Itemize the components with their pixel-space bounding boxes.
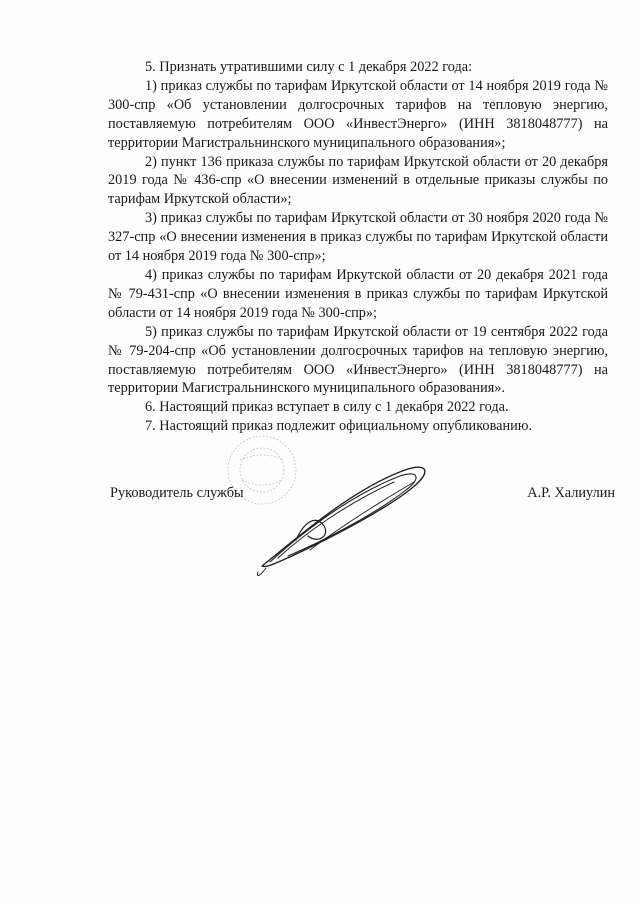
paragraph-item-2: 2) пункт 136 приказа службы по тарифам Иркутской области от 20 декабря 2019 года № 436-спр «О внесении изменений в отдельные приказы службы по тарифам Иркутской области»; <box>108 153 608 208</box>
document-body <box>108 58 608 436</box>
handwritten-signature <box>257 467 424 575</box>
paragraph-clause-5: 5. Признать утратившими силу с 1 декабря 2022 года: <box>145 59 473 75</box>
paragraph-item-3: 3) приказ службы по тарифам Иркутской области от 30 ноября 2020 года № 327-спр «О внесении изменения в приказ службы по тарифам Иркутской области от 14 ноября 2019 года № 300-спр»; <box>108 210 608 265</box>
signatory-name: А.Р. Халиулин <box>527 485 615 501</box>
paragraph-item-5: 5) приказ службы по тарифам Иркутской области от 19 сентября 2022 года № 79-204-спр «Об установлении долгосрочных тарифов на тепловую энергию, поставляемую потребителям ООО «ИнвестЭнерго» (ИНН 3818048777) на территории Магистральнинского муниципального образования». <box>108 323 608 397</box>
paragraph-clause-6: 6. Настоящий приказ вступает в силу с 1 декабря 2022 года. <box>145 399 509 416</box>
paragraph-item-1: 1) приказ службы по тарифам Иркутской области от 14 ноября 2019 года № 300-спр «Об установлении долгосрочных тарифов на тепловую энергию, поставляемую потребителям ООО «ИнвестЭнерго» (ИНН 3818048777) на территории Магистральнинского муниципального образования»; <box>108 77 608 151</box>
signatory-position: Руководитель службы <box>110 485 244 501</box>
paragraph-item-4: 4) приказ службы по тарифам Иркутской области от 20 декабря 2021 года № 79-431-спр «О внесении изменения в приказ службы по тарифам Иркутской области от 14 ноября 2019 года № 300-спр»; <box>108 266 608 321</box>
signature-stamp-graphic <box>200 430 440 580</box>
paragraph-clause-7: 7. Настоящий приказ подлежит официальному опубликованию. <box>145 418 533 435</box>
